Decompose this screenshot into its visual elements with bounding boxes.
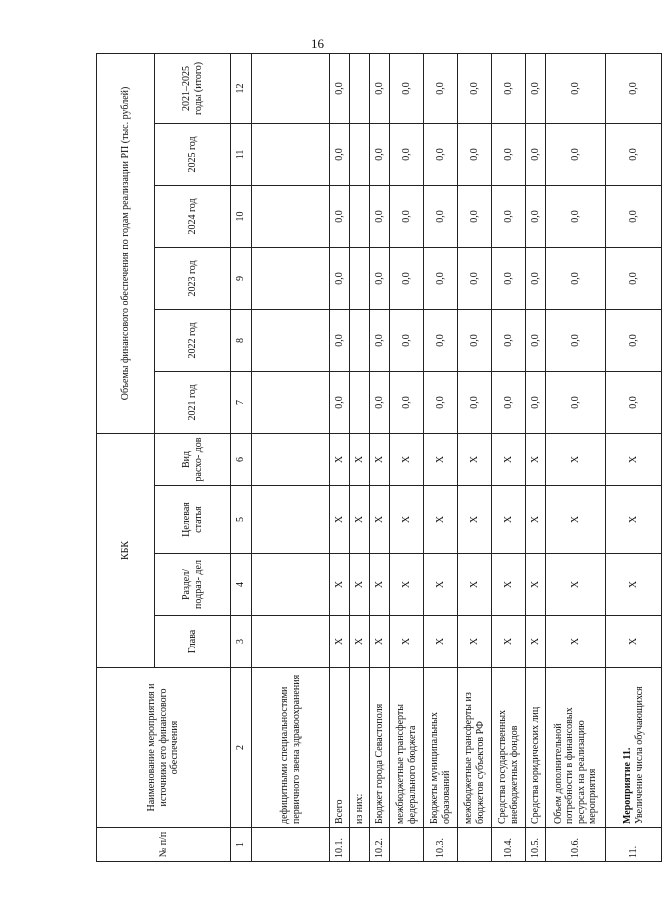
cell-glava: Х [526,616,546,668]
header-celevaya: Целевая статья [155,486,231,554]
cell-value [252,247,330,309]
row-number [252,828,330,862]
cell-value [350,185,370,247]
col-number: 10 [231,185,252,247]
row-name [546,668,606,828]
cell-value: 0,0 [492,53,526,123]
col-number: 11 [231,123,252,185]
table-body [252,53,662,861]
cell-value: 0,0 [526,247,546,309]
cell-vid: Х [370,433,390,485]
row-number: 10.5. [526,828,546,862]
header-razdel: Раздел/ подраз- дел [155,554,231,616]
row-name [370,668,390,828]
cell-celevaya: Х [458,486,492,554]
header-2025: 2025 год [155,123,231,185]
cell-value: 0,0 [492,309,526,371]
row-name [390,668,424,828]
cell-vid: Х [492,433,526,485]
row-number: 10.2. [370,828,390,862]
row-name [526,668,546,828]
row-name [458,668,492,828]
table-row [492,53,526,861]
cell-value: 0,0 [458,247,492,309]
row-name [424,668,458,828]
cell-value: 0,0 [390,371,424,433]
cell-value: 0,0 [546,53,606,123]
cell-vid: Х [390,433,424,485]
header-2023: 2023 год [155,247,231,309]
cell-celevaya: Х [390,486,424,554]
header-glava: Глава [155,616,231,668]
header-volumes: Объемы финансового обеспечения по годам реализации РП (тыс. рублей) [97,53,155,433]
cell-value: 0,0 [390,247,424,309]
header-vid: Вид расхо- дов [155,433,231,485]
cell-value: 0,0 [526,371,546,433]
cell-glava: Х [424,616,458,668]
header-2024: 2024 год [155,185,231,247]
cell-value: 0,0 [458,123,492,185]
cell-value: 0,0 [370,309,390,371]
cell-razdel: Х [330,554,350,616]
cell-value: 0,0 [390,309,424,371]
cell-vid: Х [546,433,606,485]
cell-value [350,247,370,309]
row-number: 10.4. [492,828,526,862]
row-name-text: межбюджетные трансферты федерального бюджета [395,704,418,824]
cell-value: 0,0 [390,123,424,185]
row-name [350,668,370,828]
row-number [390,828,424,862]
cell-glava [252,616,330,668]
table-row [526,53,546,861]
cell-celevaya: Х [424,486,458,554]
rotated-sheet [96,54,645,862]
col-number: 6 [231,433,252,485]
cell-vid: Х [458,433,492,485]
row-number [350,828,370,862]
header-2021: 2021 год [155,371,231,433]
cell-razdel: Х [458,554,492,616]
col-number: 5 [231,486,252,554]
row-name-text: межбюджетные трансферты из бюджетов субъектов РФ [463,692,486,824]
cell-razdel: Х [390,554,424,616]
header-total: 2021–2025 годы (итого) [155,53,231,123]
cell-value: 0,0 [526,53,546,123]
cell-glava: Х [390,616,424,668]
cell-value: 0,0 [370,247,390,309]
row-name [606,668,662,828]
cell-glava: Х [546,616,606,668]
cell-value: 0,0 [458,53,492,123]
col-number: 3 [231,616,252,668]
cell-value: 0,0 [606,371,662,433]
cell-vid: Х [606,433,662,485]
cell-glava: Х [492,616,526,668]
row-name [252,668,330,828]
cell-celevaya [252,486,330,554]
cell-value [350,309,370,371]
cell-razdel: Х [492,554,526,616]
cell-vid: Х [330,433,350,485]
cell-value: 0,0 [330,185,350,247]
cell-value: 0,0 [370,53,390,123]
table-row [390,53,424,861]
col-number: 4 [231,554,252,616]
cell-value: 0,0 [546,371,606,433]
table-viewport [96,54,645,862]
row-name-text: Всего [333,799,345,824]
header-kbk: КБК [97,433,155,667]
header-num: № п/п [97,828,231,862]
row-number: 10.6. [546,828,606,862]
cell-value: 0,0 [526,123,546,185]
budget-table [96,53,662,862]
table-row [252,53,330,861]
column-numbers-row [231,53,252,861]
cell-value: 0,0 [492,247,526,309]
col-number: 12 [231,53,252,123]
header-2022: 2022 год [155,309,231,371]
cell-celevaya: Х [330,486,350,554]
row-name-text: Объем дополнительной потребности в финансовых ресурсах на реализацию мероприятия [552,707,598,824]
row-number: 10.1. [330,828,350,862]
cell-value: 0,0 [458,185,492,247]
cell-vid [252,433,330,485]
row-number: 11. [606,828,662,862]
cell-value: 0,0 [330,53,350,123]
cell-celevaya: Х [546,486,606,554]
cell-value: 0,0 [330,371,350,433]
cell-razdel: Х [424,554,458,616]
row-name-text: дефицитными специальностями первичного звена здравоохранения [279,674,302,824]
cell-value [252,309,330,371]
cell-value [350,123,370,185]
row-name-text: Средства государственных внебюджетных фондов [497,709,520,824]
page-number: 16 [311,36,324,51]
cell-razdel: Х [546,554,606,616]
cell-value: 0,0 [606,53,662,123]
cell-value: 0,0 [370,371,390,433]
row-name [330,668,350,828]
cell-razdel: Х [606,554,662,616]
cell-value: 0,0 [330,123,350,185]
cell-glava: Х [370,616,390,668]
row-name-text: Средства юридических лиц [529,706,541,824]
cell-vid: Х [424,433,458,485]
cell-value: 0,0 [492,371,526,433]
cell-celevaya: Х [526,486,546,554]
cell-value: 0,0 [606,185,662,247]
cell-value [252,53,330,123]
cell-value: 0,0 [424,371,458,433]
cell-value: 0,0 [390,185,424,247]
table-row [546,53,606,861]
col-number: 9 [231,247,252,309]
cell-razdel: Х [370,554,390,616]
cell-value [252,185,330,247]
cell-value: 0,0 [546,123,606,185]
row-name-text: Увеличение числа обучающихся [633,686,645,824]
cell-value: 0,0 [458,371,492,433]
cell-value: 0,0 [606,123,662,185]
cell-value: 0,0 [546,185,606,247]
row-name-text: Бюджет города Севастополя [373,703,385,824]
cell-value: 0,0 [424,309,458,371]
cell-celevaya: Х [492,486,526,554]
cell-value [350,53,370,123]
row-number: 10.3. [424,828,458,862]
cell-vid: Х [350,433,370,485]
table-row [458,53,492,861]
row-name-text: Бюджеты муниципальных образований [429,712,452,824]
cell-glava: Х [330,616,350,668]
header-name: Наименование мероприятия и источники его финансового обеспечения [97,668,231,828]
cell-value: 0,0 [424,185,458,247]
cell-value: 0,0 [424,53,458,123]
table-row [330,53,350,861]
cell-celevaya: Х [606,486,662,554]
table-row [606,53,662,861]
cell-vid: Х [526,433,546,485]
cell-glava: Х [350,616,370,668]
cell-value: 0,0 [370,123,390,185]
cell-value [252,371,330,433]
cell-value: 0,0 [330,309,350,371]
cell-value: 0,0 [526,309,546,371]
cell-value: 0,0 [492,123,526,185]
cell-value: 0,0 [424,123,458,185]
cell-value: 0,0 [606,309,662,371]
row-name [492,668,526,828]
row-name-text: из них: [353,793,365,824]
table-row [350,53,370,861]
measure-title: Мероприятие 11. [622,747,633,824]
cell-value: 0,0 [370,185,390,247]
cell-value: 0,0 [606,247,662,309]
cell-value [252,123,330,185]
cell-value: 0,0 [390,53,424,123]
col-number: 8 [231,309,252,371]
table-row [370,53,390,861]
cell-glava: Х [458,616,492,668]
col-number: 2 [231,668,252,828]
row-number [458,828,492,862]
cell-celevaya: Х [370,486,390,554]
cell-razdel: Х [350,554,370,616]
cell-razdel: Х [526,554,546,616]
col-number: 7 [231,371,252,433]
cell-value: 0,0 [546,309,606,371]
cell-value: 0,0 [546,247,606,309]
cell-razdel [252,554,330,616]
cell-value: 0,0 [492,185,526,247]
cell-value: 0,0 [458,309,492,371]
cell-celevaya: Х [350,486,370,554]
table-row [424,53,458,861]
cell-value [350,371,370,433]
col-number: 1 [231,828,252,862]
cell-value: 0,0 [526,185,546,247]
cell-value: 0,0 [330,247,350,309]
cell-glava: Х [606,616,662,668]
cell-value: 0,0 [424,247,458,309]
